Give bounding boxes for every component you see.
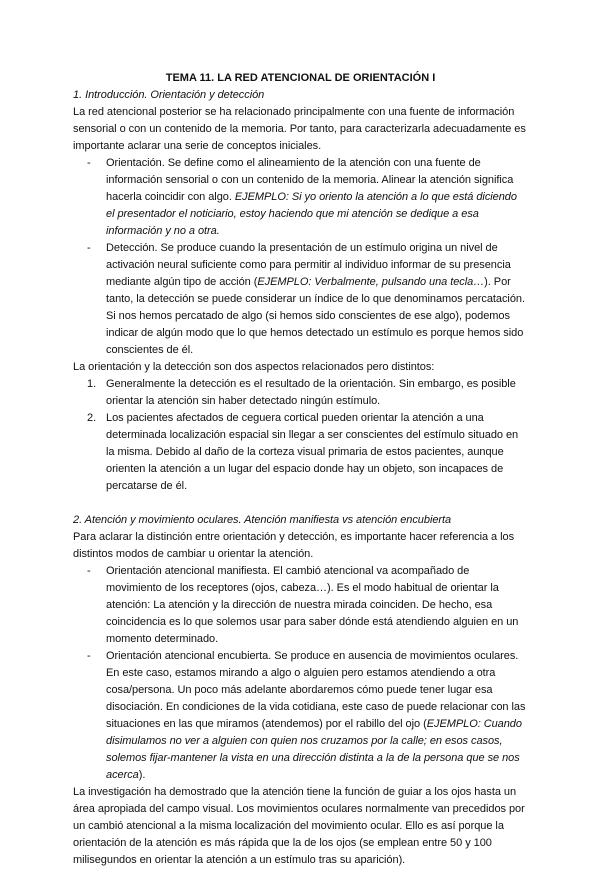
section-2-heading: 2. Atención y movimiento oculares. Atención manifiesta vs atención encubierta xyxy=(73,514,452,526)
section-1-heading: 1. Introducción. Orientación y detección xyxy=(73,89,265,101)
bullet-deteccion xyxy=(106,240,528,359)
bullet-orientacion xyxy=(106,155,528,240)
bullet-encubierta xyxy=(106,648,528,784)
bullet-example: EJEMPLO: Si yo oriento la atención a lo que está diciendo el presentador el noticiario, estoy haciendo que mi atención se dedique a esa información y no a otra. xyxy=(106,191,517,237)
bullet-text: Orientación. Se define como el alineamiento de la atención con una fuente de información sensorial o con un contenido de la memoria. Alinear la atención significa hacerla coincidir con algo. xyxy=(106,157,514,203)
bullet-text: Orientación atencional manifiesta. El cambió atencional va acompañado de movimiento de los receptores (ojos, cabeza…). Es el modo habitual de orientar la atención: La atención y la dirección de nuestra mirada coinciden. De hecho, esa coincidencia es lo que solemos usar para saber dónde está atendiendo alguien en un momento determinado. xyxy=(106,565,519,645)
numbered-item xyxy=(87,376,528,410)
bullet-example: EJEMPLO: Verbalmente, pulsando una tecla… xyxy=(257,276,485,288)
item-text: Los pacientes afectados de ceguera cortical pueden orientar la atención a una determinada localización espacial sin llegar a ser conscientes del estímulo situado en la misma. Debido al daño de la corteza visual primaria de estos pacientes, aunque orienten la atención a un lugar del espacio donde hay un objeto, son incapaces de percatarse de él. xyxy=(106,412,519,492)
section-2-intro: Para aclarar la distinción entre orientación y detección, es importante hacer referencia a los distintos modos de cambiar u orientar la atención. xyxy=(73,531,515,560)
section-spacer xyxy=(73,495,528,512)
bullet-text: Detección. Se produce cuando la presentación de un estímulo origina un nivel de activación neural suficiente como para permitir al individuo informar de su presencia mediante algún tipo de acción ( xyxy=(106,242,511,288)
bullet-manifiesta xyxy=(106,563,528,648)
item-text: Generalmente la detección es el resultado de la orientación. Sin embargo, es posible orientar la atención sin haber detectado ningún estímulo. xyxy=(106,378,516,407)
section-1-bullet-list xyxy=(73,155,528,359)
section-1-numbered-list xyxy=(73,376,528,495)
section-2-closing: La investigación ha demostrado que la atención tiene la función de guiar a los ojos hasta un área apropiada del campo visual. Los movimientos oculares normalmente van precedidos por un cambió atencional a la misma localización del movimiento ocular. Ello es así porque la orientación de la atención es más rápida que la de los ojos (se emplean entre 50 y 100 milisegundos en orientar la atención a un estímulo tras su aparición). xyxy=(73,786,525,866)
bullet-example: EJEMPLO: Cuando disimulamos no ver a alguien con quien nos cruzamos por la calle; en esos casos, solemos fijar-mantener la vista en una dirección distinta a la de la persona que se nos acerca xyxy=(106,718,522,781)
numbered-item xyxy=(87,410,528,495)
page-title: TEMA 11. LA RED ATENCIONAL DE ORIENTACIÓN I xyxy=(165,72,436,84)
section-1-transition: La orientación y la detección son dos aspectos relacionados pero distintos: xyxy=(73,361,435,373)
item-number: 2. xyxy=(87,412,97,424)
section-1-intro: La red atencional posterior se ha relacionado principalmente con una fuente de información sensorial o con un contenido de la memoria. Por tanto, para caracterizarla adecuadamente es importante aclarar una serie de conceptos iniciales. xyxy=(73,106,526,152)
bullet-text: Orientación atencional encubierta. Se produce en ausencia de movimientos oculares. En este caso, estamos mirando a algo o alguien pero estamos atendiendo a otra cosa/persona. Un poco más adelante abordaremos cómo puede tener lugar esa disociación. En condiciones de la vida cotidiana, este caso de puede relacionar con las situaciones en las que miramos (atendemos) por el rabillo del ojo ( xyxy=(106,650,526,730)
section-2-bullet-list xyxy=(73,563,528,784)
item-number: 1. xyxy=(87,378,97,390)
bullet-text-after: ). Por tanto, la detección se puede considerar un índice de lo que denominamos percatación. Si nos hemos percatado de algo (si hemos sido conscientes de ese algo), podemos indicar de algún modo que lo que hemos detectado un estímulo es porque hemos sido conscientes de él. xyxy=(106,276,525,356)
bullet-text-after: ). xyxy=(138,769,146,781)
document-page xyxy=(73,70,528,869)
